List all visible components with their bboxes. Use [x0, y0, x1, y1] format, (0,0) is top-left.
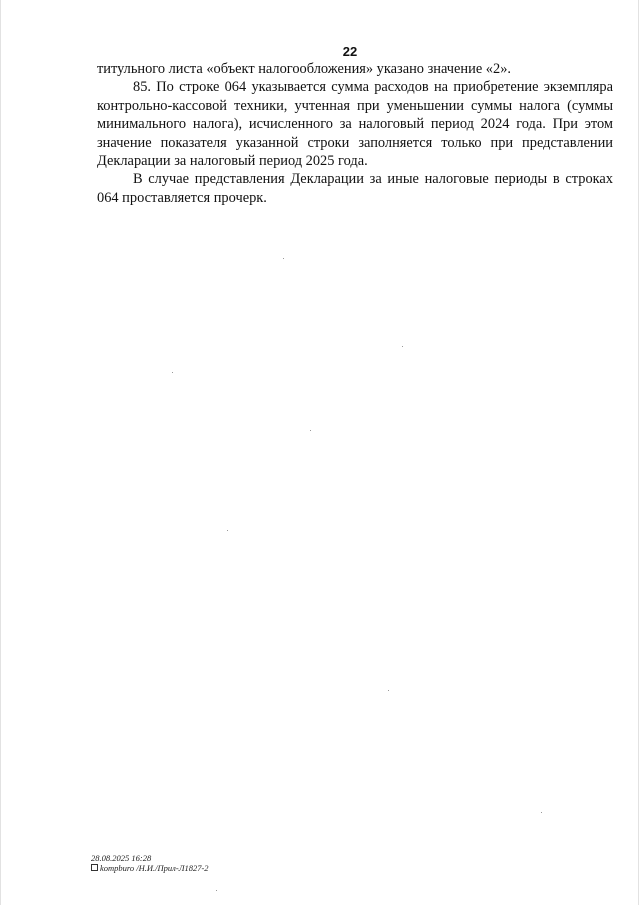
- paragraph-continuation: титульного листа «объект налогообложения» указано значение «2».: [97, 61, 511, 77]
- paragraph-item-85: 85. По строке 064 указывается сумма расходов на приобретение экземпляра контрольно-кассовой техники, учтенная при уменьшении суммы налога (суммы минимального налога), исчисленного за налоговый период 2024 года. При этом значение показателя указанной строки заполняется только при представлении Декларации за налоговый период 2025 года.: [97, 79, 613, 170]
- scan-speck: [388, 690, 389, 691]
- scan-speck: [310, 430, 311, 431]
- footer-file-path: kompburo /Н.И./Прил-Л1827-2: [100, 863, 209, 873]
- footer-file-line: [91, 863, 209, 873]
- scan-speck: [402, 346, 403, 347]
- page-edge-left: [0, 0, 1, 905]
- page-number: 22: [342, 44, 358, 59]
- document-footer: [91, 853, 209, 873]
- scan-speck: [172, 372, 173, 373]
- footer-timestamp: 28.08.2025 16:28: [91, 853, 152, 863]
- scan-speck: [283, 258, 284, 259]
- scan-speck: [541, 812, 542, 813]
- page-edge-right: [638, 0, 639, 905]
- checkbox-glyph-icon: [91, 864, 98, 871]
- scan-speck: [216, 890, 217, 891]
- paragraph-other-periods: В случае представления Декларации за иные налоговые периоды в строках 064 проставляется прочерк.: [97, 171, 613, 206]
- document-body: [97, 60, 613, 207]
- scan-speck: [227, 530, 228, 531]
